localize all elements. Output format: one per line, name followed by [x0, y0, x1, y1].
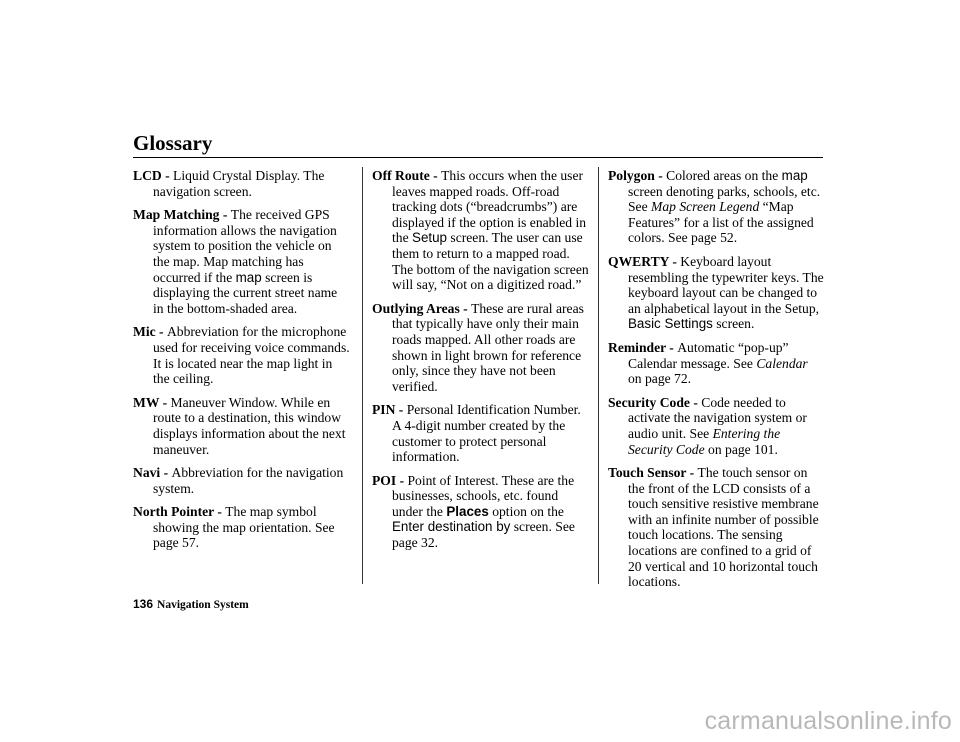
glossary-entry-polygon [608, 168, 824, 246]
glossary-entry-pin [372, 402, 589, 464]
definition-outlying-areas: These are rural areas that typically have only their main roads mapped. All other roads are shown in light brown for reference only, since they have not been verified. [392, 300, 584, 394]
glossary-entry-qwerty [608, 254, 824, 332]
definition-navi: Abbreviation for the navigation system. [153, 465, 344, 496]
ref-entering-security-code: Entering the Security Code [628, 425, 781, 457]
footer-section-title: Navigation System [157, 599, 249, 611]
term-poi: POI - [372, 472, 408, 488]
term-lcd: LCD - [133, 168, 174, 183]
glossary-entry-navi [133, 465, 351, 496]
glossary-column-3 [608, 168, 824, 598]
column-divider-2 [598, 167, 599, 584]
term-security-code: Security Code - [608, 394, 702, 410]
glossary-entry-poi [372, 473, 589, 551]
definition-security-code-end: on page 101. [704, 441, 778, 457]
definition-north-pointer: The map symbol showing the map orientation. See page 57. [153, 504, 335, 551]
definition-poi-end: screen. See page 32. [392, 519, 575, 551]
glossary-entry-outlying-areas [372, 301, 589, 395]
page-footer [133, 597, 249, 611]
term-mic: Mic - [133, 324, 167, 340]
definition-off-route: This occurs when the user leaves mapped roads. Off-road tracking dots (“breadcrumbs”) are displayed if the option is enabled in the [392, 168, 587, 246]
ref-map-screen-legend: Map Screen Legend [651, 199, 760, 215]
ui-term-map-2: map [781, 168, 808, 183]
term-polygon: Polygon - [608, 168, 667, 183]
definition-qwerty-end: screen. [712, 316, 755, 332]
ui-term-setup: Setup [412, 230, 448, 246]
definition-polygon: Colored areas on the [666, 168, 782, 183]
glossary-entry-touch-sensor [608, 465, 824, 590]
definition-mic: Abbreviation for the microphone used for receiving voice commands. It is located near the map light in the ceiling. [153, 324, 350, 387]
term-mw: MW - [133, 394, 171, 410]
column-divider-1 [362, 167, 363, 584]
term-qwerty: QWERTY - [608, 253, 681, 269]
glossary-entry-mw [133, 395, 351, 457]
definition-touch-sensor: The touch sensor on the front of the LCD consists of a touch sensitive resistive membrane with an infinite number of possible touch locations. The sensing locations are confined to a grid of 20 vertical and 10 horizontal touch locations. [628, 465, 819, 590]
glossary-entry-lcd [133, 168, 351, 199]
definition-polygon-cont: screen denoting parks, schools, etc. See [628, 183, 821, 215]
ui-term-basic-settings: Basic Settings [628, 316, 713, 332]
glossary-entry-off-route [372, 168, 589, 293]
definition-security-code: Code needed to activate the navigation system or audio unit. See [628, 394, 807, 441]
page-title: Glossary [133, 131, 213, 155]
glossary-entry-north-pointer [133, 504, 351, 551]
definition-map-matching-cont: screen is displaying the current street name in the bottom-shaded area. [153, 269, 338, 316]
definition-qwerty: Keyboard layout resembling the typewriter keys. The keyboard layout can be changed to an alphabetical layout in the Setup, [628, 253, 824, 316]
term-navi: Navi - [133, 465, 172, 481]
title-rule [133, 157, 823, 158]
ui-term-enter-destination-by: Enter destination by [392, 519, 511, 535]
term-outlying-areas: Outlying Areas - [372, 300, 472, 316]
definition-poi: Point of Interest. These are the businesses, schools, etc. found under the [392, 472, 575, 519]
ui-term-places: Places [446, 503, 489, 519]
term-map-matching: Map Matching - [133, 207, 231, 223]
definition-poi-cont: option on the [488, 503, 564, 519]
definition-off-route-cont: screen. The user can use them to return to a mapped road. The bottom of the navigation screen will say, “Not on a digitized road.” [392, 230, 589, 293]
glossary-entry-reminder [608, 340, 824, 387]
glossary-entry-mic [133, 324, 351, 386]
definition-reminder-end: on page 72. [628, 371, 692, 387]
definition-lcd: Liquid Crystal Display. The navigation screen. [153, 168, 325, 199]
definition-reminder: Automatic “pop-up” Calendar message. See [628, 339, 789, 371]
glossary-column-2 [372, 168, 589, 559]
footer-page-number: 136 [133, 597, 154, 611]
term-touch-sensor: Touch Sensor - [608, 465, 698, 481]
ref-calendar: Calendar [756, 355, 808, 371]
definition-mw: Maneuver Window. While en route to a destination, this window displays information about the next maneuver. [153, 394, 346, 457]
term-north-pointer: North Pointer - [133, 504, 226, 520]
term-off-route: Off Route - [372, 168, 442, 183]
definition-map-matching: The received GPS information allows the navigation system to position the vehicle on the map. Map matching has occurred if the [153, 207, 337, 285]
term-reminder: Reminder - [608, 339, 678, 355]
glossary-entry-security-code [608, 395, 824, 457]
term-pin: PIN - [372, 402, 407, 418]
definition-pin: Personal Identification Number. A 4-digit number created by the customer to protect personal information. [392, 402, 581, 465]
watermark: carmanualsonline.info [704, 707, 952, 735]
glossary-column-1 [133, 168, 351, 559]
glossary-entry-map-matching [133, 207, 351, 316]
definition-polygon-end: “Map Features” for a list of the assigned colors. See page 52. [628, 199, 814, 246]
ui-term-map: map [235, 269, 262, 285]
